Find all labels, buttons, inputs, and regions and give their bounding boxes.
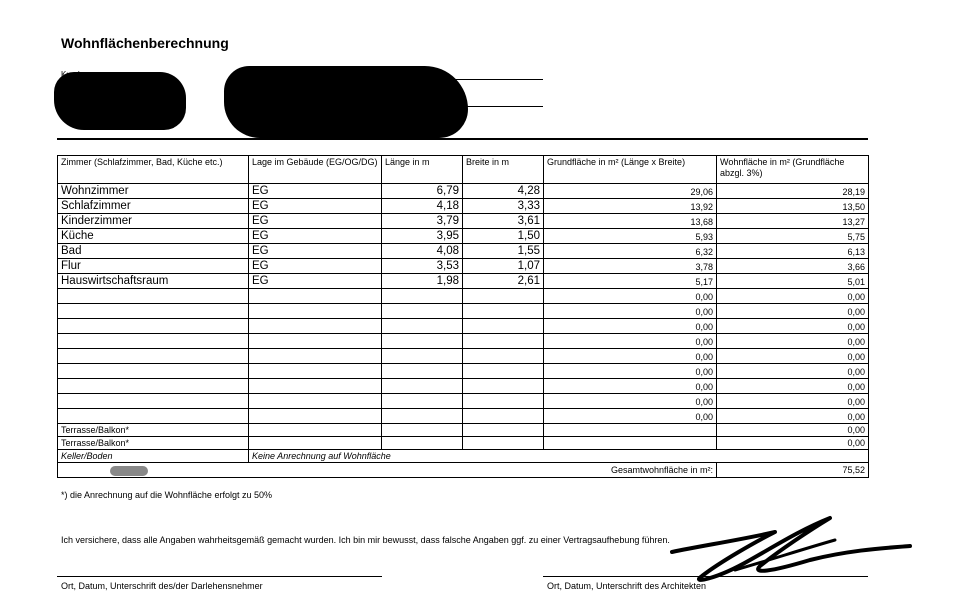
empty-cell bbox=[249, 319, 382, 334]
room-floor: EG bbox=[249, 259, 382, 274]
room-floor: EG bbox=[249, 199, 382, 214]
empty-cell bbox=[382, 289, 463, 304]
empty-cell bbox=[58, 409, 249, 424]
room-length: 1,98 bbox=[382, 274, 463, 289]
empty-cell bbox=[58, 289, 249, 304]
empty-cell bbox=[382, 334, 463, 349]
empty-cell bbox=[463, 319, 544, 334]
empty-cell bbox=[249, 364, 382, 379]
terrace-label: Terrasse/Balkon* bbox=[58, 437, 249, 450]
empty-cell bbox=[249, 424, 382, 437]
terrace-living-area: 0,00 bbox=[717, 424, 869, 437]
room-length: 3,95 bbox=[382, 229, 463, 244]
terrace-row bbox=[58, 424, 869, 437]
room-width: 3,61 bbox=[463, 214, 544, 229]
room-floor: EG bbox=[249, 229, 382, 244]
redaction-right bbox=[224, 66, 468, 138]
empty-cell bbox=[463, 394, 544, 409]
room-floor: EG bbox=[249, 214, 382, 229]
room-living-area: 13,50 bbox=[717, 199, 869, 214]
empty-cell bbox=[382, 379, 463, 394]
room-living-area: 0,00 bbox=[717, 364, 869, 379]
room-length: 6,79 bbox=[382, 184, 463, 199]
footnote: *) die Anrechnung auf die Wohnfläche erfolgt zu 50% bbox=[61, 490, 272, 500]
room-living-area: 0,00 bbox=[717, 334, 869, 349]
empty-cell bbox=[463, 437, 544, 450]
table-header-row bbox=[58, 156, 869, 184]
empty-cell bbox=[463, 409, 544, 424]
table-row bbox=[58, 184, 869, 199]
room-width: 3,33 bbox=[463, 199, 544, 214]
room-name: Schlafzimmer bbox=[58, 199, 249, 214]
signature-label-borrower: Ort, Datum, Unterschrift des/der Darlehensnehmer bbox=[61, 581, 263, 591]
terrace-living-area: 0,00 bbox=[717, 437, 869, 450]
empty-cell bbox=[249, 409, 382, 424]
room-area: 5,93 bbox=[544, 229, 717, 244]
cellar-label: Keller/Boden bbox=[58, 450, 249, 463]
table-row bbox=[58, 409, 869, 424]
table-row bbox=[58, 349, 869, 364]
empty-cell bbox=[58, 364, 249, 379]
empty-cell bbox=[249, 349, 382, 364]
empty-cell bbox=[249, 379, 382, 394]
empty-cell bbox=[382, 364, 463, 379]
empty-cell bbox=[382, 424, 463, 437]
table-row bbox=[58, 319, 869, 334]
empty-cell bbox=[463, 424, 544, 437]
room-name: Bad bbox=[58, 244, 249, 259]
room-living-area: 13,27 bbox=[717, 214, 869, 229]
room-area: 3,78 bbox=[544, 259, 717, 274]
header-divider bbox=[57, 138, 868, 140]
room-name: Wohnzimmer bbox=[58, 184, 249, 199]
room-length: 4,08 bbox=[382, 244, 463, 259]
room-area: 0,00 bbox=[544, 394, 717, 409]
table-row bbox=[58, 274, 869, 289]
room-width: 2,61 bbox=[463, 274, 544, 289]
room-area: 0,00 bbox=[544, 409, 717, 424]
empty-cell bbox=[249, 437, 382, 450]
room-living-area: 0,00 bbox=[717, 349, 869, 364]
room-area: 13,92 bbox=[544, 199, 717, 214]
empty-cell bbox=[544, 437, 717, 450]
room-area: 0,00 bbox=[544, 289, 717, 304]
room-living-area: 3,66 bbox=[717, 259, 869, 274]
empty-cell bbox=[463, 379, 544, 394]
empty-cell bbox=[382, 437, 463, 450]
terrace-row bbox=[58, 437, 869, 450]
signature-label-architect: Ort, Datum, Unterschrift des Architekten bbox=[547, 581, 707, 591]
empty-cell bbox=[463, 289, 544, 304]
column-header: Länge in m bbox=[382, 156, 463, 184]
empty-cell bbox=[382, 304, 463, 319]
room-floor: EG bbox=[249, 274, 382, 289]
signature-line-borrower bbox=[57, 576, 382, 577]
empty-cell bbox=[249, 334, 382, 349]
room-area: 0,00 bbox=[544, 334, 717, 349]
table-row bbox=[58, 364, 869, 379]
empty-cell bbox=[58, 304, 249, 319]
room-area: 0,00 bbox=[544, 379, 717, 394]
empty-cell bbox=[463, 304, 544, 319]
empty-cell bbox=[58, 379, 249, 394]
room-name: Flur bbox=[58, 259, 249, 274]
room-living-area: 0,00 bbox=[717, 394, 869, 409]
page-title: Wohnflächenberechnung bbox=[61, 35, 229, 51]
table-row bbox=[58, 334, 869, 349]
room-area: 5,17 bbox=[544, 274, 717, 289]
room-area: 13,68 bbox=[544, 214, 717, 229]
room-width: 1,07 bbox=[463, 259, 544, 274]
empty-cell bbox=[382, 349, 463, 364]
cellar-note: Keine Anrechnung auf Wohnfläche bbox=[249, 450, 869, 463]
table-row bbox=[58, 199, 869, 214]
empty-cell bbox=[382, 394, 463, 409]
room-width: 4,28 bbox=[463, 184, 544, 199]
table-row bbox=[58, 379, 869, 394]
column-header: Zimmer (Schlafzimmer, Bad, Küche etc.) bbox=[58, 156, 249, 184]
room-name: Hauswirtschaftsraum bbox=[58, 274, 249, 289]
empty-cell bbox=[463, 349, 544, 364]
room-living-area: 28,19 bbox=[717, 184, 869, 199]
table-row bbox=[58, 394, 869, 409]
room-width: 1,55 bbox=[463, 244, 544, 259]
table-row bbox=[58, 259, 869, 274]
empty-cell bbox=[249, 394, 382, 409]
table-row bbox=[58, 304, 869, 319]
empty-cell bbox=[58, 319, 249, 334]
empty-cell bbox=[249, 289, 382, 304]
room-name: Kinderzimmer bbox=[58, 214, 249, 229]
room-living-area: 5,75 bbox=[717, 229, 869, 244]
column-header: Lage im Gebäude (EG/OG/DG) bbox=[249, 156, 382, 184]
table-row bbox=[58, 229, 869, 244]
living-area-table bbox=[57, 155, 869, 478]
room-living-area: 0,00 bbox=[717, 379, 869, 394]
room-area: 0,00 bbox=[544, 304, 717, 319]
room-area: 6,32 bbox=[544, 244, 717, 259]
empty-cell bbox=[463, 364, 544, 379]
room-area: 0,00 bbox=[544, 319, 717, 334]
empty-cell bbox=[544, 424, 717, 437]
room-living-area: 5,01 bbox=[717, 274, 869, 289]
room-area: 29,06 bbox=[544, 184, 717, 199]
total-value: 75,52 bbox=[717, 463, 869, 478]
empty-cell bbox=[58, 334, 249, 349]
room-living-area: 0,00 bbox=[717, 289, 869, 304]
room-length: 3,79 bbox=[382, 214, 463, 229]
table-row bbox=[58, 289, 869, 304]
declaration-text: Ich versichere, dass alle Angaben wahrheitsgemäß gemacht wurden. Ich bin mir bewusst, dass falsche Angaben ggf. zu einer Vertragsaufhebung führen. bbox=[61, 535, 670, 545]
column-header: Breite in m bbox=[463, 156, 544, 184]
room-living-area: 0,00 bbox=[717, 304, 869, 319]
empty-cell bbox=[58, 349, 249, 364]
room-living-area: 0,00 bbox=[717, 409, 869, 424]
cellar-row bbox=[58, 450, 869, 463]
empty-cell bbox=[249, 304, 382, 319]
room-length: 3,53 bbox=[382, 259, 463, 274]
handwritten-signature bbox=[660, 510, 920, 590]
terrace-label: Terrasse/Balkon* bbox=[58, 424, 249, 437]
room-living-area: 0,00 bbox=[717, 319, 869, 334]
table-row bbox=[58, 244, 869, 259]
empty-cell bbox=[463, 334, 544, 349]
empty-cell bbox=[382, 319, 463, 334]
room-name: Küche bbox=[58, 229, 249, 244]
room-width: 1,50 bbox=[463, 229, 544, 244]
redaction-left bbox=[54, 72, 186, 130]
empty-cell bbox=[58, 394, 249, 409]
column-header: Wohnfläche in m² (Grundfläche abzgl. 3%) bbox=[717, 156, 869, 184]
room-length: 4,18 bbox=[382, 199, 463, 214]
total-label: Gesamtwohnfläche in m²: bbox=[58, 463, 717, 478]
column-header: Grundfläche in m² (Länge x Breite) bbox=[544, 156, 717, 184]
empty-cell bbox=[382, 409, 463, 424]
room-living-area: 6,13 bbox=[717, 244, 869, 259]
total-row bbox=[58, 463, 869, 478]
room-floor: EG bbox=[249, 184, 382, 199]
room-area: 0,00 bbox=[544, 364, 717, 379]
room-area: 0,00 bbox=[544, 349, 717, 364]
table-row bbox=[58, 214, 869, 229]
room-floor: EG bbox=[249, 244, 382, 259]
